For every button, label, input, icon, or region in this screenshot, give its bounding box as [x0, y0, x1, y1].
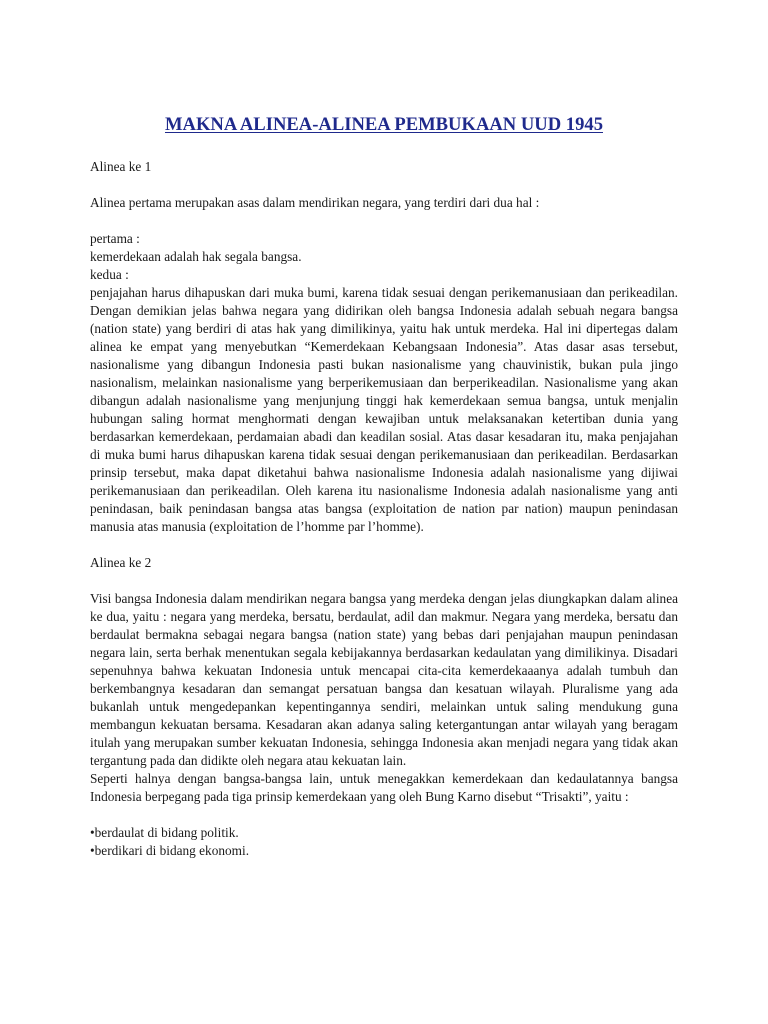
spacer — [90, 572, 678, 590]
label-kedua: kedua : — [90, 267, 129, 282]
label-pertama: pertama : — [90, 231, 140, 246]
document-page — [90, 110, 678, 860]
list-item: • berdaulat di bidang politik. — [90, 824, 678, 842]
alinea2-paragraph-1: Visi bangsa Indonesia dalam mendirikan negara bangsa yang merdeka dengan jelas diungkapkan dalam alinea ke dua, yaitu : negara yang merdeka, bersatu, berdaulat, adil dan makmur. Negara yang merdeka, bersatu dan berdaulat bermakna sebagai negara bangsa (nation state) yang bebas dari penjajahan maupun penindasan negara lain, serta berhak menentukan segala kebijakannya berdasarkan kedaulatan yang dimilikinya. Disadari sepenuhnya bahwa kekuatan Indonesia untuk mencapai cita-cita kemerdekaaanya adalah tumbuh dan berkembangnya kesadaran dan semangat persatuan bangsa dan kesatuan wilayah. Pluralisme yang ada bukanlah untuk mengedepankan kepentingannya sendiri, melainkan untuk saling mendukung guna membangun kekuatan bersama. Kesadaran akan adanya saling ketergantungan antar wilayah yang beragam itulah yang merupakan sumber kekuatan Indonesia, sehingga Indonesia akan menjadi negara yang tidak akan tergantung pada dan didikte oleh negara atau kekuatan lain. — [90, 591, 678, 768]
spacer — [90, 806, 678, 824]
text-kedua: penjajahan harus dihapuskan dari muka bumi, karena tidak sesuai dengan perikemanusiaan dan perikeadilan. Dengan demikian jelas bahwa negara yang didirikan oleh bangsa Indonesia adalah sebuah negara bangsa (nation state) yang berdiri di atas hak yang dimilikinya, yaitu hak untuk merdeka. Hal ini dipertegas dalam alinea ke empat yang menyebutkan “Kemerdekaan Kebangsaan Indonesia”. Atas dasar asas tersebut, nasionalisme yang dibangun Indonesia pasti bukan nasionalisme yang chauvinistik, bukan pula jingo nasionalism, melainkan nasionalisme yang berperikemusiaan dan berperikeadilan. Nasionalisme yang akan dibangun adalah nasionalisme yang menjunjung tinggi hak kemerdekaan semua bangsa, untuk menjalin hubungan saling hormat menghormati dengan kewajiban untuk melaksanakan ketertiban dunia yang berdasarkan kemerdekaan, perdamaian abadi dan keadilan sosial. Atas dasar kesadaran itu, maka penjajahan di muka bumi harus dihapuskan karena tidak sesuai dengan perikemanusiaan dan perikeadilan. Berdasarkan prinsip tersebut, maka dapat diketahui bahwa nasionalisme Indonesia adalah nasionalisme yang dijiwai perikemanusiaan dan perikeadilan. Oleh karena itu nasionalisme Indonesia adalah nasionalisme yang anti penindasan, baik penindasan bangsa atas bangsa (exploitation de nation par nation) maupun penindasan manusia atas manusia (exploitation de l’homme par l’homme). — [90, 285, 678, 534]
spacer — [90, 176, 678, 194]
spacer — [90, 536, 678, 554]
list-item: • berdikari di bidang ekonomi. — [90, 842, 678, 860]
alinea2-paragraph-2: Seperti halnya dengan bangsa-bangsa lain, untuk menegakkan kemerdekaan dan kedaulatannya bangsa Indonesia berpegang pada tiga prinsip kemerdekaan yang oleh Bung Karno disebut “Trisakti”, yaitu : — [90, 771, 678, 804]
spacer — [90, 212, 678, 230]
alinea1-intro: Alinea pertama merupakan asas dalam mendirikan negara, yang terdiri dari dua hal : — [90, 195, 540, 210]
alinea1-heading: Alinea ke 1 — [90, 159, 152, 174]
document-title: MAKNA ALINEA-ALINEA PEMBUKAAN UUD 1945 — [164, 114, 603, 135]
alinea2-heading: Alinea ke 2 — [90, 555, 152, 570]
text-pertama: kemerdekaan adalah hak segala bangsa. — [90, 249, 302, 264]
